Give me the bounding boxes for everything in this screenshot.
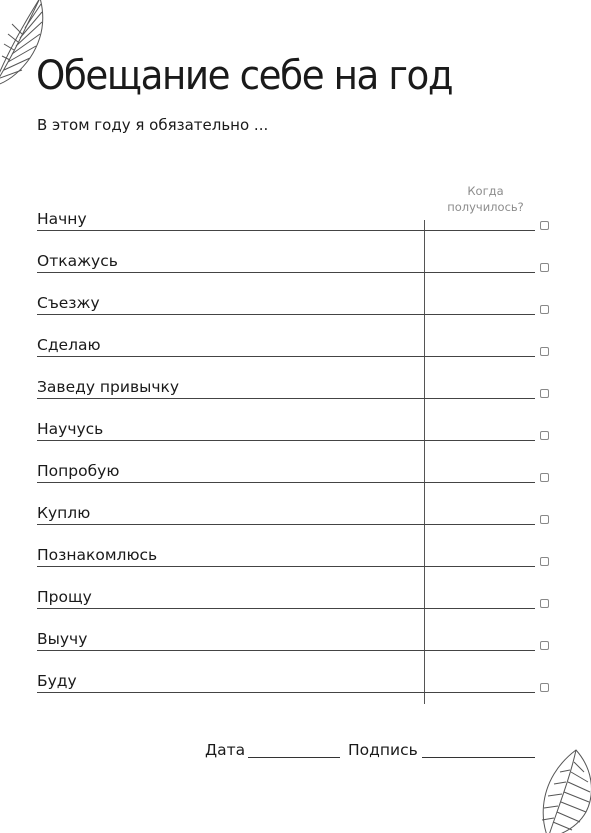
list-item (0, 336, 591, 378)
item-label: Выучу (37, 630, 88, 648)
list-item (0, 672, 591, 714)
item-checkbox[interactable] (540, 683, 549, 692)
item-label: Откажусь (37, 252, 118, 270)
date-label: Дата (205, 741, 246, 759)
item-label: Прощу (37, 588, 92, 606)
list-item (0, 210, 591, 252)
leaf-icon (534, 748, 591, 833)
item-label: Заведу привычку (37, 378, 180, 396)
page-title: Обещание себе на год (36, 53, 453, 99)
item-line (37, 272, 535, 273)
item-line (37, 398, 535, 399)
item-checkbox[interactable] (540, 515, 549, 524)
item-line (37, 524, 535, 525)
subtitle: В этом году я обязательно ... (37, 116, 269, 134)
item-line (37, 650, 535, 651)
item-line (37, 608, 535, 609)
list-item (0, 504, 591, 546)
item-line (37, 230, 535, 231)
column-header: Когда получилось? (447, 184, 524, 214)
item-checkbox[interactable] (540, 431, 549, 440)
list-item (0, 546, 591, 588)
item-label: Сделаю (37, 336, 101, 354)
item-line (37, 314, 535, 315)
item-label: Научусь (37, 420, 104, 438)
item-checkbox[interactable] (540, 473, 549, 482)
item-line (37, 692, 535, 693)
list-item (0, 252, 591, 294)
list-item (0, 420, 591, 462)
list-item (0, 378, 591, 420)
item-checkbox[interactable] (540, 599, 549, 608)
item-checkbox[interactable] (540, 263, 549, 272)
item-checkbox[interactable] (540, 389, 549, 398)
item-label: Начну (37, 210, 87, 228)
list-item (0, 294, 591, 336)
item-checkbox[interactable] (540, 641, 549, 650)
signature-label: Подпись (348, 741, 418, 759)
item-label: Куплю (37, 504, 91, 522)
signature-field[interactable] (422, 757, 535, 758)
item-line (37, 566, 535, 567)
date-field[interactable] (248, 757, 340, 758)
item-label: Попробую (37, 462, 120, 480)
item-checkbox[interactable] (540, 221, 549, 230)
item-label: Познакомлюсь (37, 546, 158, 564)
item-checkbox[interactable] (540, 305, 549, 314)
list-item (0, 588, 591, 630)
item-line (37, 482, 535, 483)
list-item (0, 630, 591, 672)
item-checkbox[interactable] (540, 347, 549, 356)
item-line (37, 440, 535, 441)
list-item (0, 462, 591, 504)
item-line (37, 356, 535, 357)
item-checkbox[interactable] (540, 557, 549, 566)
item-label: Буду (37, 672, 77, 690)
item-label: Съезжу (37, 294, 100, 312)
